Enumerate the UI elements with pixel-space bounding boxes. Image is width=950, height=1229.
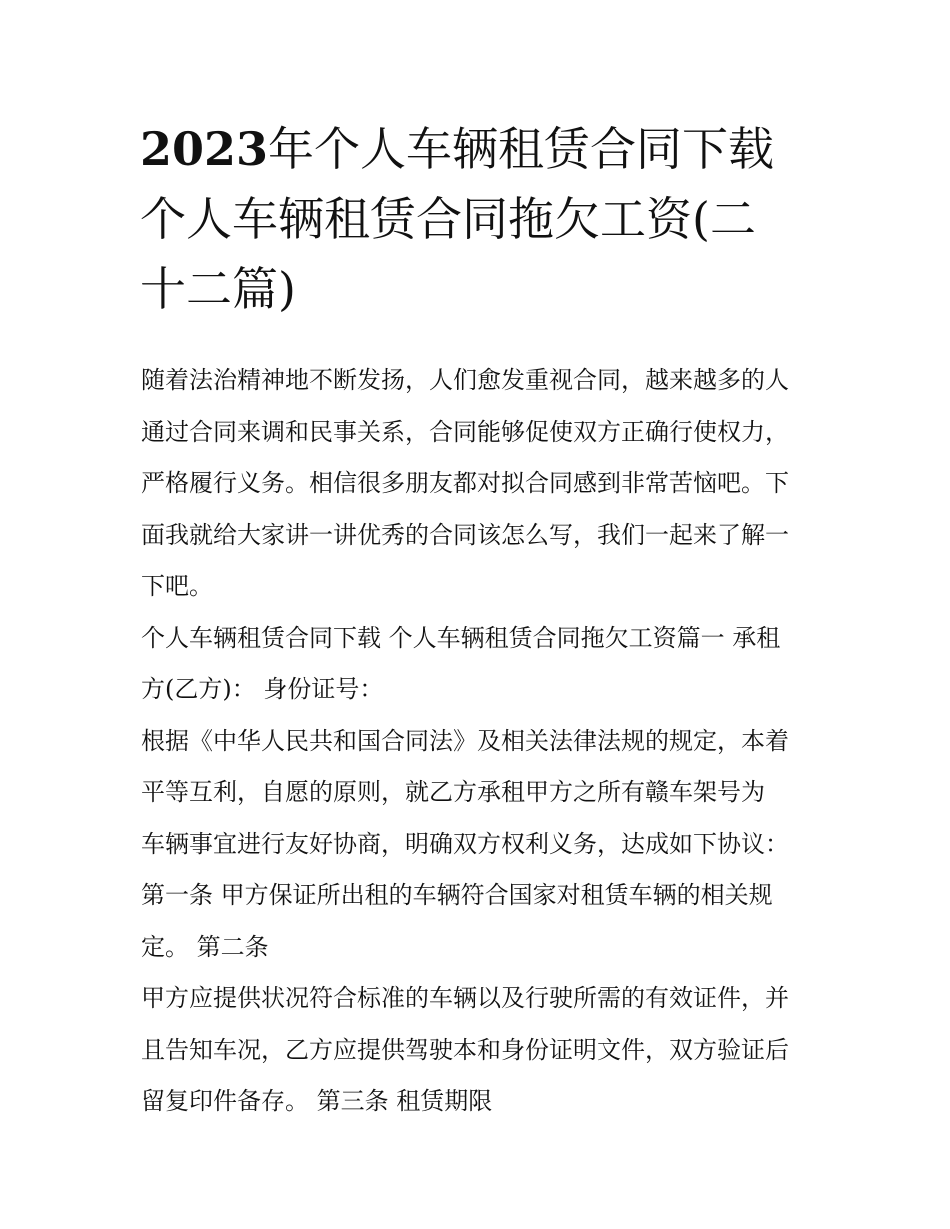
body-line-7: 方(乙方)： 身份证号： <box>141 675 384 703</box>
document-title <box>140 114 820 324</box>
body-line-14: 且告知车况，乙方应提供驾驶本和身份证明文件，双方验证后 <box>141 1035 789 1064</box>
body-line-4: 面我就给大家讲一讲优秀的合同该怎么写，我们一起来了解一 <box>141 520 789 549</box>
title-line-3: 十二篇) <box>140 262 296 316</box>
body-line-1: 随着法治精神地不断发扬，人们愈发重视合同，越来越多的人 <box>141 366 789 394</box>
body-line-5: 下吧。 <box>141 572 213 600</box>
body-line-12: 定。 第二条 <box>141 932 269 961</box>
body-line-15: 留复印件备存。 第三条 租赁期限 <box>141 1087 493 1115</box>
body-line-13: 甲方应提供状况符合标准的车辆以及行驶所需的有效证件，并 <box>141 984 789 1012</box>
title-year: 2023 <box>140 122 269 176</box>
title-line-1-text: 年个人车辆租赁合同下载 <box>268 122 775 176</box>
body-line-10: 车辆事宜进行友好协商，明确双方权利义务，达成如下协议： <box>141 829 789 858</box>
body-line-2: 通过合同来调和民事关系，合同能够促使双方正确行使权力， <box>141 417 789 446</box>
title-line-2: 个人车辆租赁合同拖欠工资(二 <box>140 192 756 246</box>
body-line-11: 第一条 甲方保证所出租的车辆符合国家对租赁车辆的相关规 <box>141 881 773 909</box>
title-line-1 <box>140 114 820 184</box>
document-body <box>141 355 821 1128</box>
body-line-3: 严格履行义务。相信很多朋友都对拟合同感到非常苦恼吧。下 <box>141 469 789 497</box>
body-line-9: 平等互利，自愿的原则，就乙方承租甲方之所有赣车架号为 <box>141 778 765 806</box>
body-line-8: 根据《中华人民共和国合同法》及相关法律法规的规定，本着 <box>141 726 789 755</box>
body-line-6: 个人车辆租赁合同下载 个人车辆租赁合同拖欠工资篇一 承租 <box>141 623 781 652</box>
